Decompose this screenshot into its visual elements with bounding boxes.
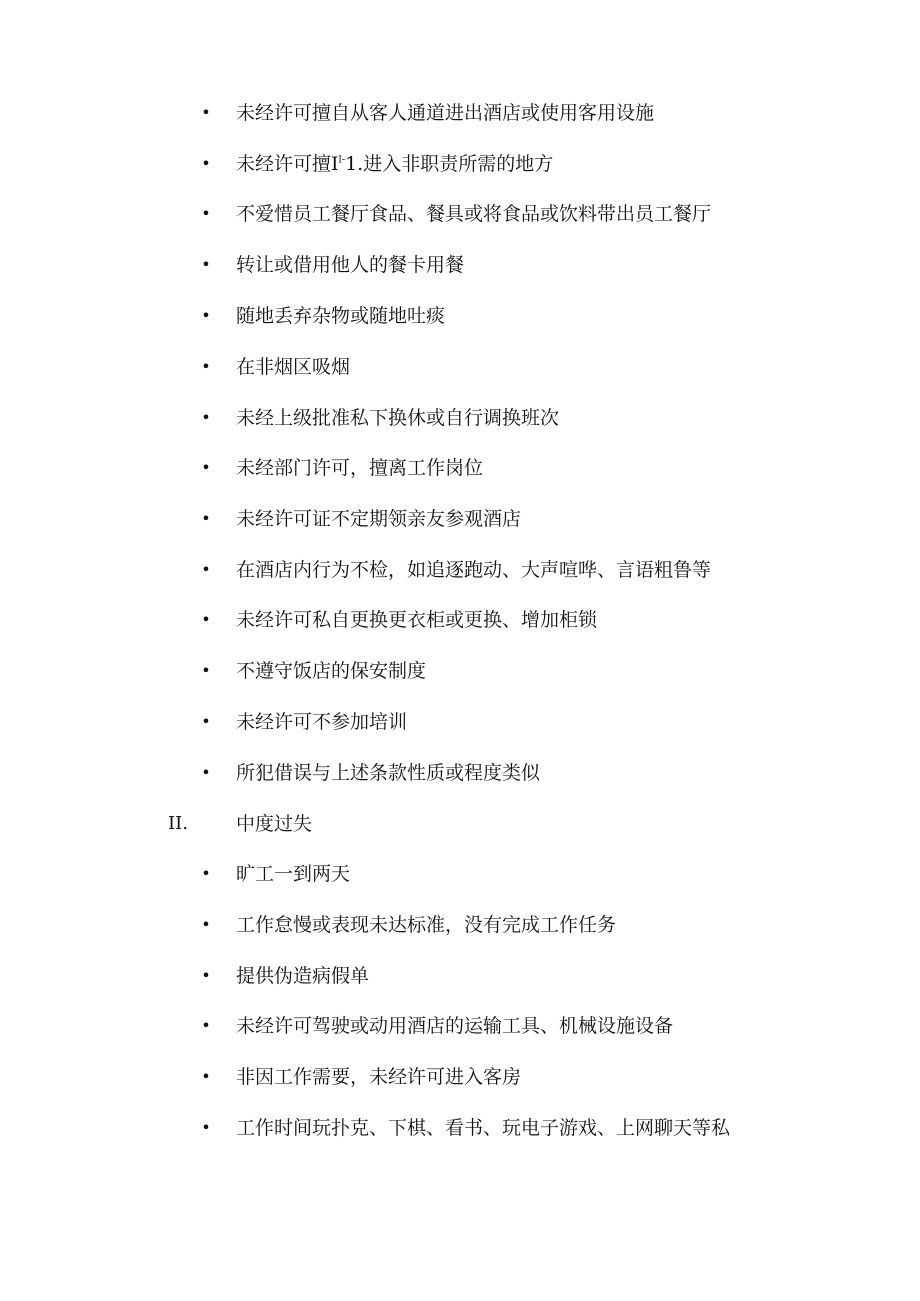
bullet-icon: •: [201, 966, 211, 985]
list-item-text: 未经部门许可，擅离工作岗位: [236, 457, 484, 479]
list-item-text: 转让或借用他人的餐卡用餐: [236, 254, 465, 276]
list-item: [0, 910, 920, 940]
list-item-text: 工作时间玩扑克、下棋、看书、玩电子游戏、上网聊天等私: [236, 1117, 731, 1139]
list-item-text: 所犯借误与上述条款性质或程度类似: [236, 762, 541, 784]
list-item: [0, 758, 920, 788]
list-item-text-start: 未经许可擅I: [236, 153, 339, 175]
bullet-icon: •: [201, 1118, 211, 1137]
list-item-text: 未经许可私自更换更衣柜或更换、增加柜锁: [236, 609, 598, 631]
list-item: [0, 504, 920, 534]
list-item: [0, 707, 920, 737]
list-item: [0, 199, 920, 229]
list-item: [0, 301, 920, 331]
list-item: [0, 555, 920, 585]
bullet-icon: •: [201, 357, 211, 376]
bullet-icon: •: [201, 458, 211, 477]
list-item: [0, 250, 920, 280]
bullet-icon: •: [201, 154, 211, 173]
list-item: [0, 961, 920, 991]
bullet-icon: •: [201, 1016, 211, 1035]
list-item-text-end: 1.进入非职责所需的地方: [345, 153, 554, 175]
list-item-text: 不爱惜员工餐厅食品、餐具或将食品或饮料带出员工餐厅: [236, 203, 712, 225]
list-item-text: 在酒店内行为不检，如追逐跑动、大声喧哗、言语粗鲁等: [236, 559, 712, 581]
bullet-icon: •: [201, 864, 211, 883]
list-item-text: 非因工作需要，未经许可进入客房: [236, 1066, 522, 1088]
list-item-text: 提供伪造病假单: [236, 965, 370, 987]
list-item-text: 不遵守饭店的保安制度: [236, 660, 427, 682]
bullet-icon: •: [201, 712, 211, 731]
list-item: [0, 149, 920, 179]
bullet-icon: •: [201, 915, 211, 934]
list-item: [0, 98, 920, 128]
section-heading: [0, 809, 920, 839]
list-item-text: 未经许可证不定期领亲友参观酒店: [236, 508, 522, 530]
bullet-icon: •: [201, 661, 211, 680]
list-item-superscript: l-: [338, 154, 346, 166]
list-item: [0, 1011, 920, 1041]
list-item-text: 未经许可擅自从客人通道进出酒店或使用客用设施: [236, 102, 655, 124]
section-number: II.: [168, 813, 188, 834]
bullet-icon: •: [201, 306, 211, 325]
list-item-text: 未经上级批准私下换休或自行调换班次: [236, 407, 560, 429]
list-item-text: 未经许可不参加培训: [236, 711, 408, 733]
list-item: [0, 656, 920, 686]
bullet-icon: •: [201, 1067, 211, 1086]
list-item-text: 随地丢弃杂物或随地吐痰: [236, 305, 446, 327]
bullet-icon: •: [201, 560, 211, 579]
bullet-icon: •: [201, 509, 211, 528]
list-item-text: [236, 149, 553, 179]
list-item: [0, 1113, 920, 1143]
list-item: [0, 403, 920, 433]
list-item-text: 在非烟区吸烟: [236, 356, 351, 378]
bullet-icon: •: [201, 408, 211, 427]
list-item-text: 旷工一到两天: [236, 863, 351, 885]
bullet-icon: •: [201, 255, 211, 274]
bullet-icon: •: [201, 103, 211, 122]
list-item: [0, 1062, 920, 1092]
list-item: [0, 859, 920, 889]
section-title: 中度过失: [236, 813, 313, 835]
list-item-text: 工作怠慢或表现未达标准，没有完成工作任务: [236, 914, 617, 936]
list-item: [0, 352, 920, 382]
list-item: [0, 605, 920, 635]
bullet-icon: •: [201, 610, 211, 629]
list-item-text: 未经许可驾驶或动用酒店的运输工具、机械设施设备: [236, 1015, 674, 1037]
bullet-icon: •: [201, 763, 211, 782]
list-item: [0, 453, 920, 483]
bullet-icon: •: [201, 204, 211, 223]
